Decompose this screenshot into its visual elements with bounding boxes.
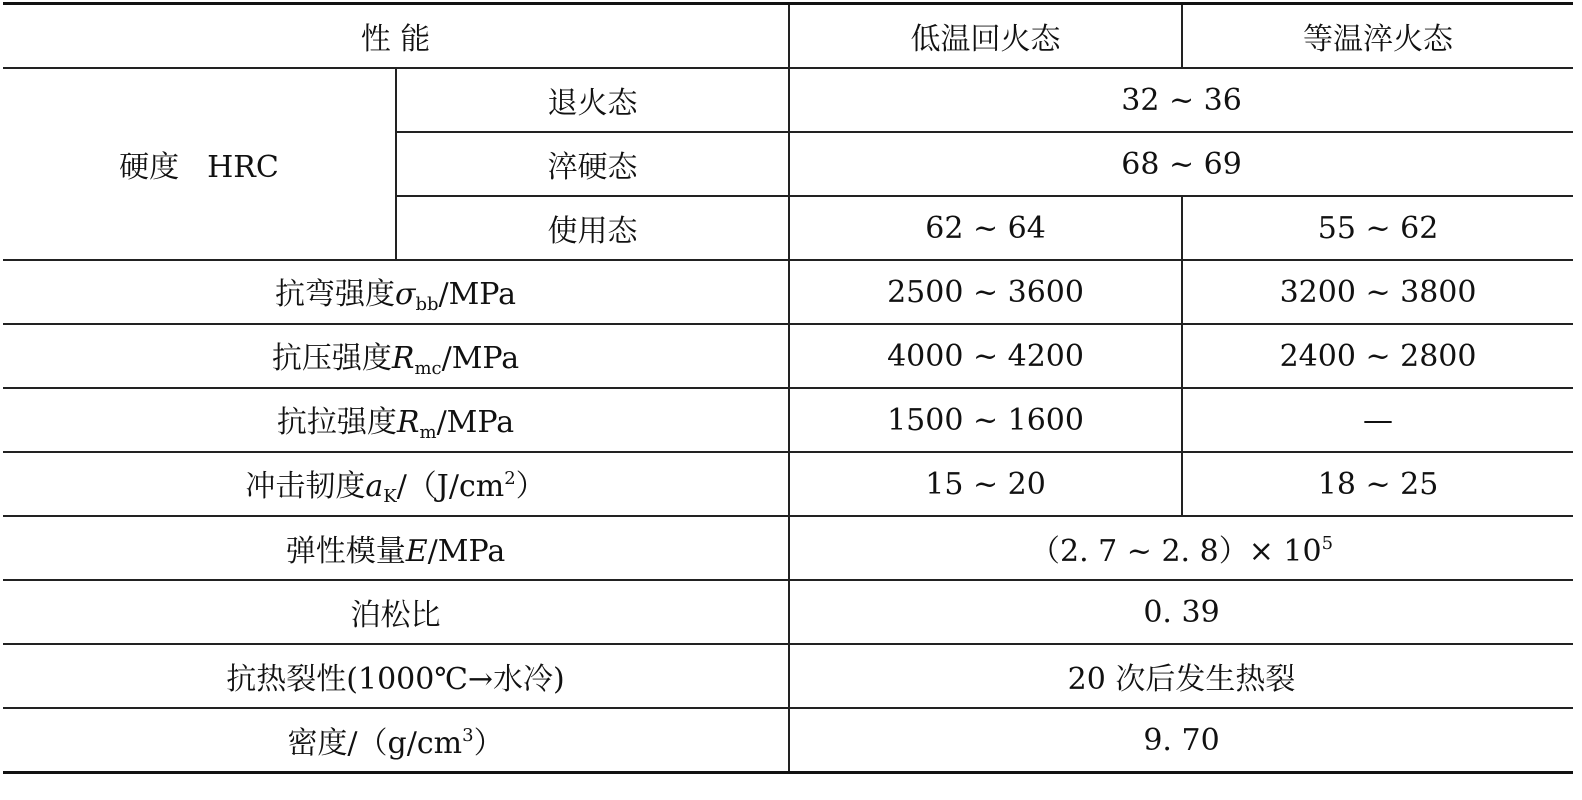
- bending-isothermal: 3200 ~ 3800: [1182, 260, 1573, 324]
- compressive-low-temp: 4000 ~ 4200: [789, 324, 1182, 388]
- density-label-sup: 3: [462, 725, 474, 746]
- impact-isothermal: 18 ~ 25: [1182, 452, 1573, 516]
- hardness-quenched-label: 淬硬态: [396, 132, 789, 196]
- bending-low-temp: 2500 ~ 3600: [789, 260, 1182, 324]
- tensile-isothermal: —: [1182, 388, 1573, 452]
- compressive-isothermal: 2400 ~ 2800: [1182, 324, 1573, 388]
- tensile-subscript: m: [419, 422, 437, 443]
- hardness-service-isothermal: 55 ~ 62: [1182, 196, 1573, 260]
- bending-symbol: σ: [394, 277, 416, 312]
- poisson-value: 0. 39: [789, 580, 1573, 644]
- impact-subscript: K: [383, 486, 397, 507]
- table-row: [3, 644, 1573, 708]
- table-row: [3, 452, 1573, 516]
- table-row: [3, 324, 1573, 388]
- thermal-crack-value: 20 次后发生热裂: [789, 644, 1573, 708]
- modulus-label: [3, 516, 789, 580]
- modulus-prefix: 弹性模量: [285, 534, 406, 569]
- compressive-subscript: mc: [414, 358, 442, 379]
- header-isothermal-quenched: 等温淬火态: [1182, 4, 1573, 69]
- poisson-label: 泊松比: [3, 580, 789, 644]
- impact-low-temp: 15 ~ 20: [789, 452, 1182, 516]
- thermal-crack-label: 抗热裂性(1000℃→水冷): [3, 644, 789, 708]
- table-row: [3, 516, 1573, 580]
- impact-prefix: 冲击韧度: [245, 469, 366, 504]
- hardness-label: 硬度: [119, 150, 180, 185]
- tensile-low-temp: 1500 ~ 1600: [789, 388, 1182, 452]
- impact-unit-sup: 2: [504, 468, 516, 489]
- table-header-row: [3, 4, 1573, 69]
- tensile-symbol: R: [396, 405, 420, 440]
- table-row: [3, 580, 1573, 644]
- table-row: [3, 708, 1573, 773]
- density-label: [3, 708, 789, 773]
- hardness-annealed-value: 32 ~ 36: [789, 68, 1573, 132]
- hardness-service-low-temp: 62 ~ 64: [789, 196, 1182, 260]
- hardness-label-cell: [3, 68, 396, 260]
- table-row: [3, 388, 1573, 452]
- hardness-service-label: 使用态: [396, 196, 789, 260]
- table-row: [3, 260, 1573, 324]
- impact-unit-pre: /（J/cm: [396, 469, 505, 504]
- compressive-unit: /MPa: [441, 341, 520, 376]
- density-value: 9. 70: [789, 708, 1573, 773]
- modulus-value: [789, 516, 1573, 580]
- table-row: [3, 68, 1573, 132]
- tensile-label: [3, 388, 789, 452]
- bending-label: [3, 260, 789, 324]
- density-label-post: ）: [473, 726, 504, 761]
- bending-prefix: 抗弯强度: [274, 277, 395, 312]
- impact-symbol: a: [365, 469, 384, 504]
- tensile-prefix: 抗拉强度: [276, 405, 397, 440]
- hardness-quenched-value: 68 ~ 69: [789, 132, 1573, 196]
- modulus-unit: /MPa: [427, 534, 506, 569]
- modulus-value-main: （2. 7 ~ 2. 8）× 10: [1030, 534, 1322, 569]
- bending-subscript: bb: [415, 294, 439, 315]
- hardness-annealed-label: 退火态: [396, 68, 789, 132]
- tensile-unit: /MPa: [436, 405, 515, 440]
- impact-unit-post: ）: [515, 469, 546, 504]
- hardness-unit: HRC: [207, 150, 279, 185]
- header-property: 性 能: [3, 4, 789, 69]
- modulus-value-sup: 5: [1321, 533, 1334, 554]
- compressive-prefix: 抗压强度: [271, 341, 392, 376]
- bending-unit: /MPa: [438, 277, 517, 312]
- modulus-symbol: E: [405, 534, 428, 569]
- impact-label: [3, 452, 789, 516]
- properties-table: [3, 2, 1573, 774]
- header-low-temp-tempered: 低温回火态: [789, 4, 1182, 69]
- compressive-symbol: R: [391, 341, 415, 376]
- density-label-pre: 密度/（g/cm: [287, 726, 463, 761]
- compressive-label: [3, 324, 789, 388]
